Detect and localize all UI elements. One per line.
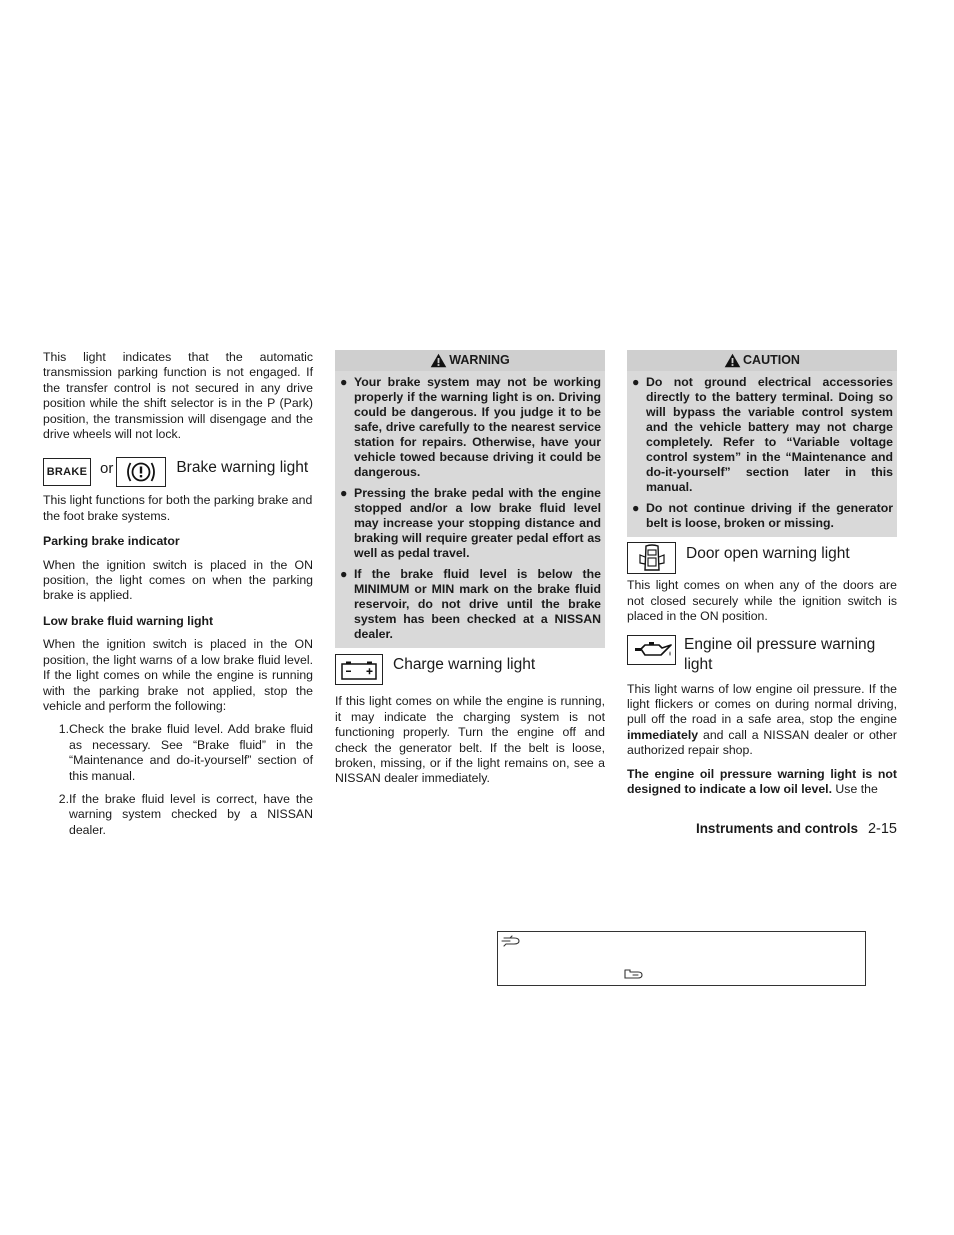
brake-warning-heading [43, 457, 313, 487]
column-middle [335, 350, 605, 787]
oil-pressure-title: Engine oil pressure warning light [684, 635, 876, 673]
transmission-intro-text: This light indicates that the automatic transmission parking function is not engaged. If the transfer control is not secured in any drive position while the shift selector is in the P (Park) position, the transmission will disengage and the drive wheels will not lock. [43, 350, 313, 442]
low-brake-fluid-heading: Low brake fluid warning light [43, 613, 214, 628]
list-item: ● Do not continue driving if the generator belt is loose, broken or missing. [632, 501, 893, 531]
bullet-icon: ● [340, 567, 348, 582]
warning-box [335, 371, 605, 648]
list-item: 1. Check the brake fluid level. Add brake fluid as necessary. See “Brake fluid” in the “Maintenance and do-it-yourself” section of this manual. [58, 722, 313, 783]
bullet-icon: ● [340, 375, 348, 390]
list-item: ● Pressing the brake pedal with the engine stopped and/or a low brake fluid level may increase your stopping distance and braking will require greater pedal effort as well as pedal travel. [340, 486, 601, 561]
caution-title: CAUTION [743, 353, 800, 367]
bullet-icon: ● [632, 375, 640, 390]
oil-pressure-text: This light warns of low engine oil pressure. If the light flickers or comes on during normal driving, pull off the road in a safe area, stop the engine immediately and call a NISSAN dealer or other authorized repair shop. [627, 681, 897, 758]
brake-warning-title: Brake warning light [176, 459, 309, 477]
bullet-icon: ● [340, 486, 348, 501]
battery-icon [335, 654, 383, 685]
oil-pressure-heading [627, 635, 897, 675]
column-left [43, 350, 313, 838]
oil-level-note: The engine oil pressure warning light is not designed to indicate a low oil level. Use the [627, 766, 897, 797]
charge-warning-heading [335, 654, 605, 685]
bullet-icon: ● [632, 501, 640, 516]
brake-warning-description: This light functions for both the parking brake and the foot brake systems. [43, 493, 313, 523]
door-open-icon [627, 542, 676, 574]
section-name: Instruments and controls [695, 821, 858, 836]
page-footer [560, 821, 897, 837]
warning-header [335, 350, 605, 371]
parking-brake-text: When the ignition switch is placed in the ON position, the light comes on when the parking brake is applied. [43, 557, 313, 603]
pointing-hand-icon [501, 935, 521, 947]
oil-can-icon [627, 635, 676, 665]
charge-warning-title: Charge warning light [393, 656, 536, 674]
door-open-heading [627, 542, 897, 574]
page-number: 2-15 [867, 821, 897, 837]
low-brake-fluid-text: When the ignition switch is placed in the ON position, the light warns of a low brake fluid level. If the light comes on while the engine is running with the parking brake not applied, stop the vehicle and perform the following: [43, 637, 313, 713]
column-right [627, 350, 897, 797]
parking-brake-heading: Parking brake indicator [43, 534, 180, 549]
caution-header [627, 350, 897, 371]
door-open-title: Door open warning light [686, 545, 850, 563]
charge-warning-text: If this light comes on while the engine is running, it may indicate the charging system is not functioning properly. Turn the engine off and check the generator belt. If the belt is loose, broken, missing, or if the light remains on, see a NISSAN dealer immediately. [335, 694, 605, 786]
list-item: 2. If the brake fluid level is correct, have the warning system checked by a NISSAN dealer. [58, 791, 313, 837]
annotation-box [497, 931, 866, 986]
pointing-hand-icon [624, 968, 644, 980]
warning-title: WARNING [449, 353, 510, 367]
warning-triangle-icon [430, 353, 447, 368]
brake-circle-exclamation-icon [116, 457, 166, 487]
brake-text-icon: BRAKE [43, 458, 91, 486]
list-item: ● Your brake system may not be working properly if the warning light is on. Driving could be dangerous. If you judge it to be safe, drive carefully to the nearest service station for repairs. Otherwise, have your vehicle towed because driving it could be dangerous. [340, 375, 601, 480]
door-open-text: This light comes on when any of the doors are not closed securely while the ignition switch is placed in the ON position. [627, 578, 897, 624]
or-label: or [100, 459, 114, 477]
caution-box [627, 371, 897, 537]
list-item: ● Do not ground electrical accessories directly to the battery terminal. Doing so will bypass the variable control system and the vehicle battery may not charge completely. Refer to “Variable voltage control system” in the “Maintenance and do-it-yourself” section later in this manual. [632, 375, 893, 495]
warning-triangle-icon [724, 353, 741, 368]
list-item: ● If the brake fluid level is below the MINIMUM or MIN mark on the brake fluid reservoir, do not drive until the brake system has been checked at a NISSAN dealer. [340, 567, 601, 642]
